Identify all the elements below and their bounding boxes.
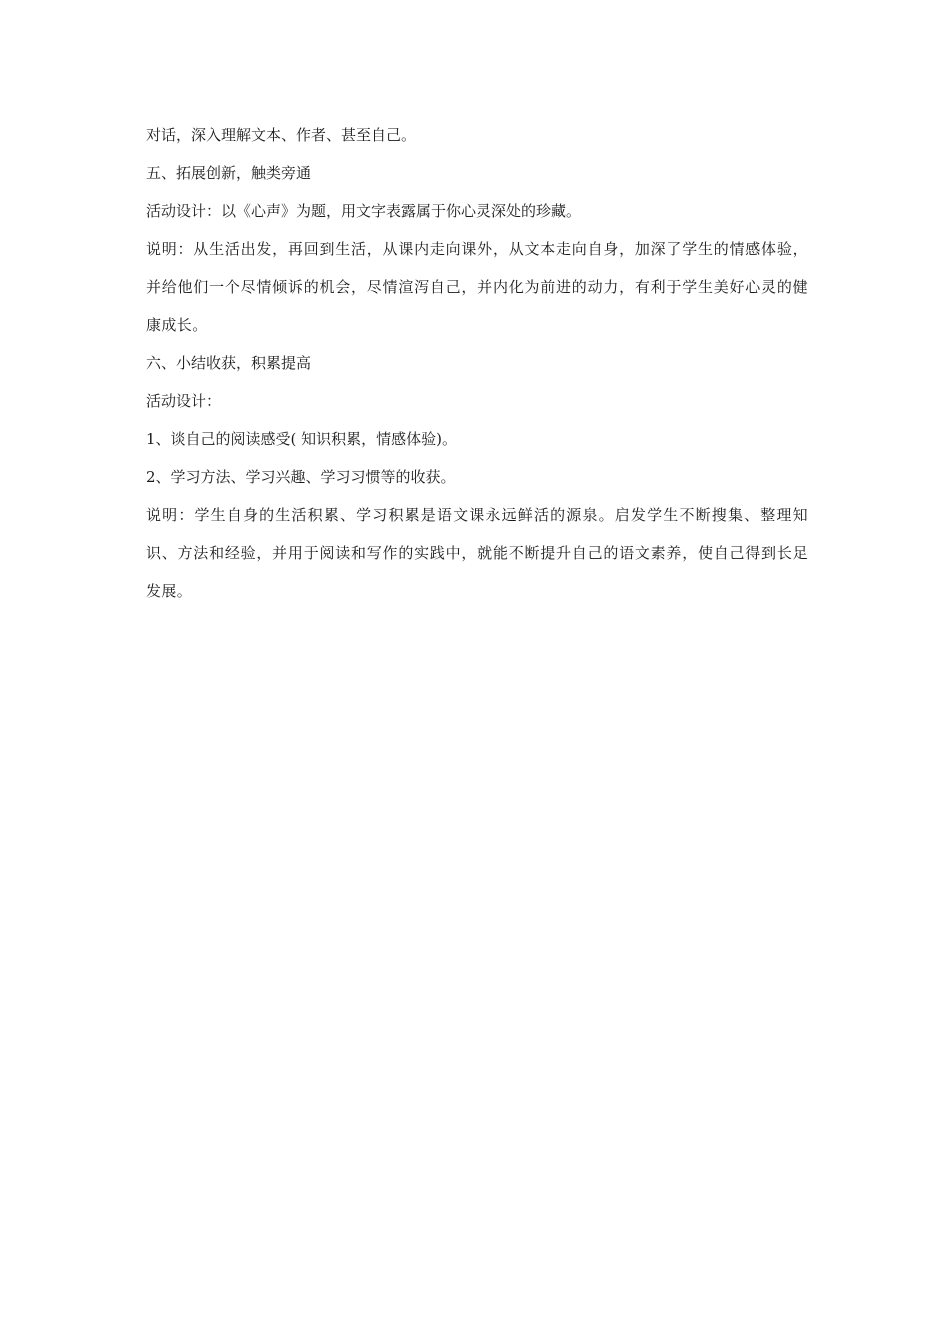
list-item-reading-feelings: 1、谈自己的阅读感受( 知识积累，情感体验)。 [146, 430, 458, 448]
document-body [146, 124, 808, 618]
paragraph-activity-design-five: 活动设计：以《心声》为题，用文字表露属于你心灵深处的珍藏。 [146, 202, 582, 220]
paragraph-dialogue: 对话，深入理解文本、作者、甚至自己。 [146, 126, 417, 144]
paragraph-explanation-six: 说明：学生自身的生活积累、学习积累是语文课永远鲜活的源泉。启发学生不断搜集、整理知识、方法和经验，并用于阅读和写作的实践中，就能不断提升自己的语文素养，使自己得到长足发展。 [146, 506, 808, 600]
list-item-learning-gains: 2、学习方法、学习兴趣、学习习惯等的收获。 [146, 468, 456, 486]
paragraph-explanation-five: 说明：从生活出发，再回到生活，从课内走向课外，从文本走向自身，加深了学生的情感体验，并给他们一个尽情倾诉的机会，尽情渲泻自己，并内化为前进的动力，有利于学生美好心灵的健康成长。 [146, 240, 808, 334]
heading-section-six: 六、小结收获，积累提高 [146, 354, 312, 372]
heading-section-five: 五、拓展创新，触类旁通 [146, 164, 312, 182]
paragraph-activity-design-six: 活动设计： [146, 392, 222, 410]
